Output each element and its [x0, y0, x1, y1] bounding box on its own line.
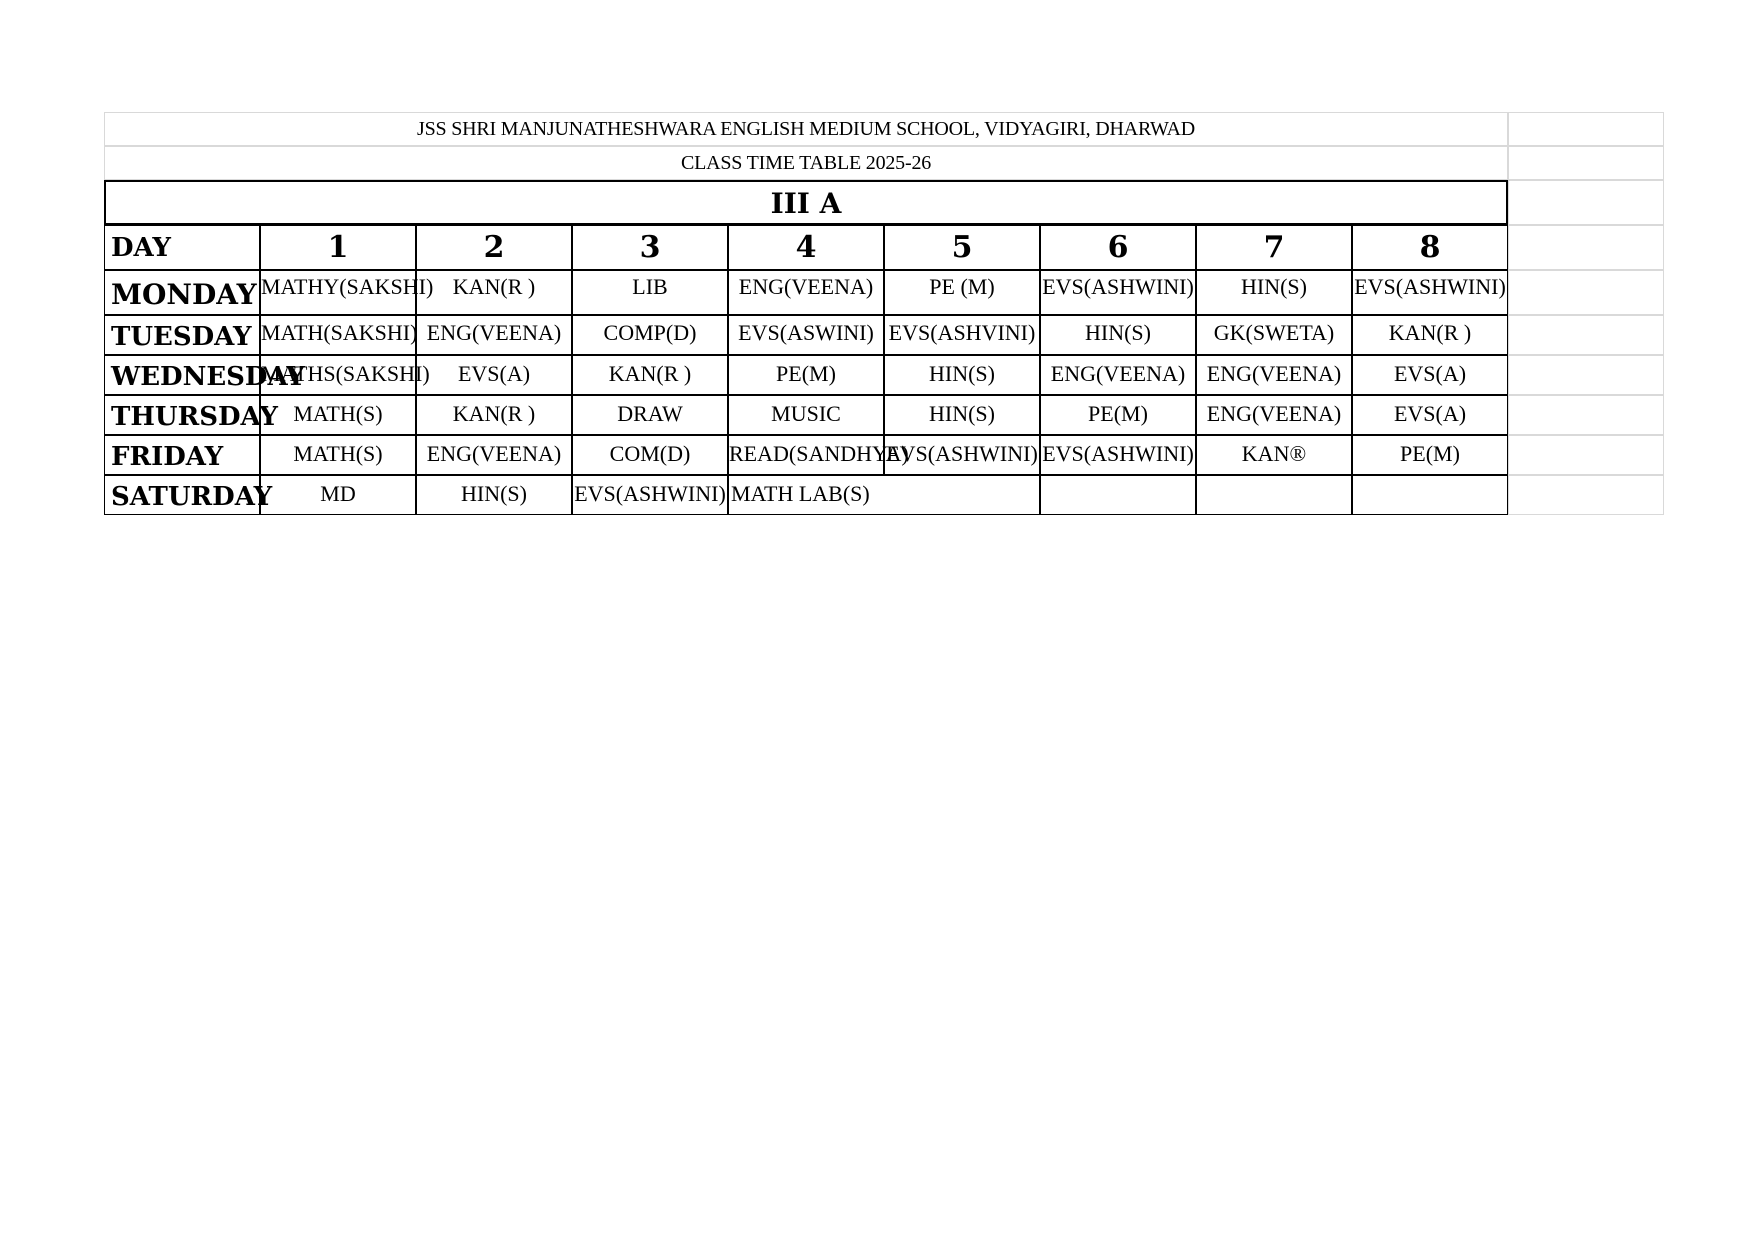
period-cell: ENG(VEENA) [1040, 355, 1196, 395]
school-name-row [104, 112, 1664, 146]
period-header: 5 [884, 225, 1040, 270]
empty-cell [1508, 315, 1664, 355]
period-header: 1 [260, 225, 416, 270]
period-cell: HIN(S) [884, 355, 1040, 395]
period-cell: ENG(VEENA) [1196, 355, 1352, 395]
empty-cell [1508, 146, 1664, 180]
period-cell: GK(SWETA) [1196, 315, 1352, 355]
table-title-row [104, 146, 1664, 180]
day-label: THURSDAY [104, 395, 260, 435]
period-cell: KAN(R ) [572, 355, 728, 395]
period-cell: COMP(D) [572, 315, 728, 355]
empty-cell [1508, 270, 1664, 315]
timetable-row-wednesday [104, 355, 1664, 395]
period-cell: EVS(ASHWINI) [572, 475, 728, 515]
day-column-header: DAY [104, 225, 260, 270]
period-cell: EVS(A) [1352, 395, 1508, 435]
period-cell: ENG(VEENA) [416, 315, 572, 355]
period-cell: EVS(ASHWINI) [1040, 435, 1196, 475]
period-cell: KAN(R ) [416, 395, 572, 435]
table-title: CLASS TIME TABLE 2025-26 [104, 146, 1508, 180]
period-cell: MUSIC [728, 395, 884, 435]
period-cell: HIN(S) [416, 475, 572, 515]
period-header: 3 [572, 225, 728, 270]
period-cell: PE(M) [728, 355, 884, 395]
period-header: 7 [1196, 225, 1352, 270]
period-cell: COM(D) [572, 435, 728, 475]
period-cell: LIB [572, 270, 728, 315]
period-cell: ENG(VEENA) [1196, 395, 1352, 435]
day-label: TUESDAY [104, 315, 260, 355]
day-label: MONDAY [104, 270, 260, 315]
day-label: FRIDAY [104, 435, 260, 475]
empty-cell [1508, 355, 1664, 395]
period-cell [1352, 475, 1508, 515]
period-cell: PE(M) [1352, 435, 1508, 475]
period-cell: EVS(ASHWINI) [884, 435, 1040, 475]
period-cell: MD [260, 475, 416, 515]
period-cell: HIN(S) [1040, 315, 1196, 355]
period-cell: EVS(A) [416, 355, 572, 395]
period-cell: EVS(A) [1352, 355, 1508, 395]
timetable-row-tuesday [104, 315, 1664, 355]
class-title: III A [104, 180, 1508, 225]
timetable-row-friday [104, 435, 1664, 475]
timetable-row-saturday [104, 475, 1664, 515]
period-cell: PE(M) [1040, 395, 1196, 435]
empty-cell [1508, 395, 1664, 435]
period-cell: READ(SANDHYA) [728, 435, 884, 475]
school-name: JSS SHRI MANJUNATHESHWARA ENGLISH MEDIUM SCHOOL, VIDYAGIRI, DHARWAD [104, 112, 1508, 146]
period-cell: EVS(ASHWINI) [1352, 270, 1508, 315]
period-cell: EVS(ASHVINI) [884, 315, 1040, 355]
day-label: SATURDAY [104, 475, 260, 515]
period-header: 4 [728, 225, 884, 270]
period-cell: DRAW [572, 395, 728, 435]
period-cell: KAN(R ) [1352, 315, 1508, 355]
empty-cell [1508, 112, 1664, 146]
period-cell: MATHY(SAKSHI) [260, 270, 416, 315]
period-cell: HIN(S) [1196, 270, 1352, 315]
day-label: WEDNESDAY [104, 355, 260, 395]
timetable-row-thursday [104, 395, 1664, 435]
period-cell [1196, 475, 1352, 515]
period-cell: MATH(S) [260, 395, 416, 435]
period-header: 2 [416, 225, 572, 270]
period-header: 8 [1352, 225, 1508, 270]
period-cell: MATHS(SAKSHI) [260, 355, 416, 395]
period-cell: ENG(VEENA) [728, 270, 884, 315]
period-header: 6 [1040, 225, 1196, 270]
period-header-row [104, 225, 1664, 270]
period-cell [1040, 475, 1196, 515]
empty-cell [1508, 475, 1664, 515]
class-title-row [104, 180, 1664, 225]
empty-cell [1508, 180, 1664, 225]
period-cell: MATH(S) [260, 435, 416, 475]
period-cell: KAN(R ) [416, 270, 572, 315]
period-cell: EVS(ASWINI) [728, 315, 884, 355]
period-cell: PE (M) [884, 270, 1040, 315]
period-cell: MATH(SAKSHI) [260, 315, 416, 355]
period-cell: ENG(VEENA) [416, 435, 572, 475]
timetable-row-monday [104, 270, 1664, 315]
empty-cell [1508, 435, 1664, 475]
period-cell: HIN(S) [884, 395, 1040, 435]
empty-cell [1508, 225, 1664, 270]
period-cell: MATH LAB(S) [728, 475, 1040, 515]
period-cell: EVS(ASHWINI) [1040, 270, 1196, 315]
period-cell: KAN® [1196, 435, 1352, 475]
